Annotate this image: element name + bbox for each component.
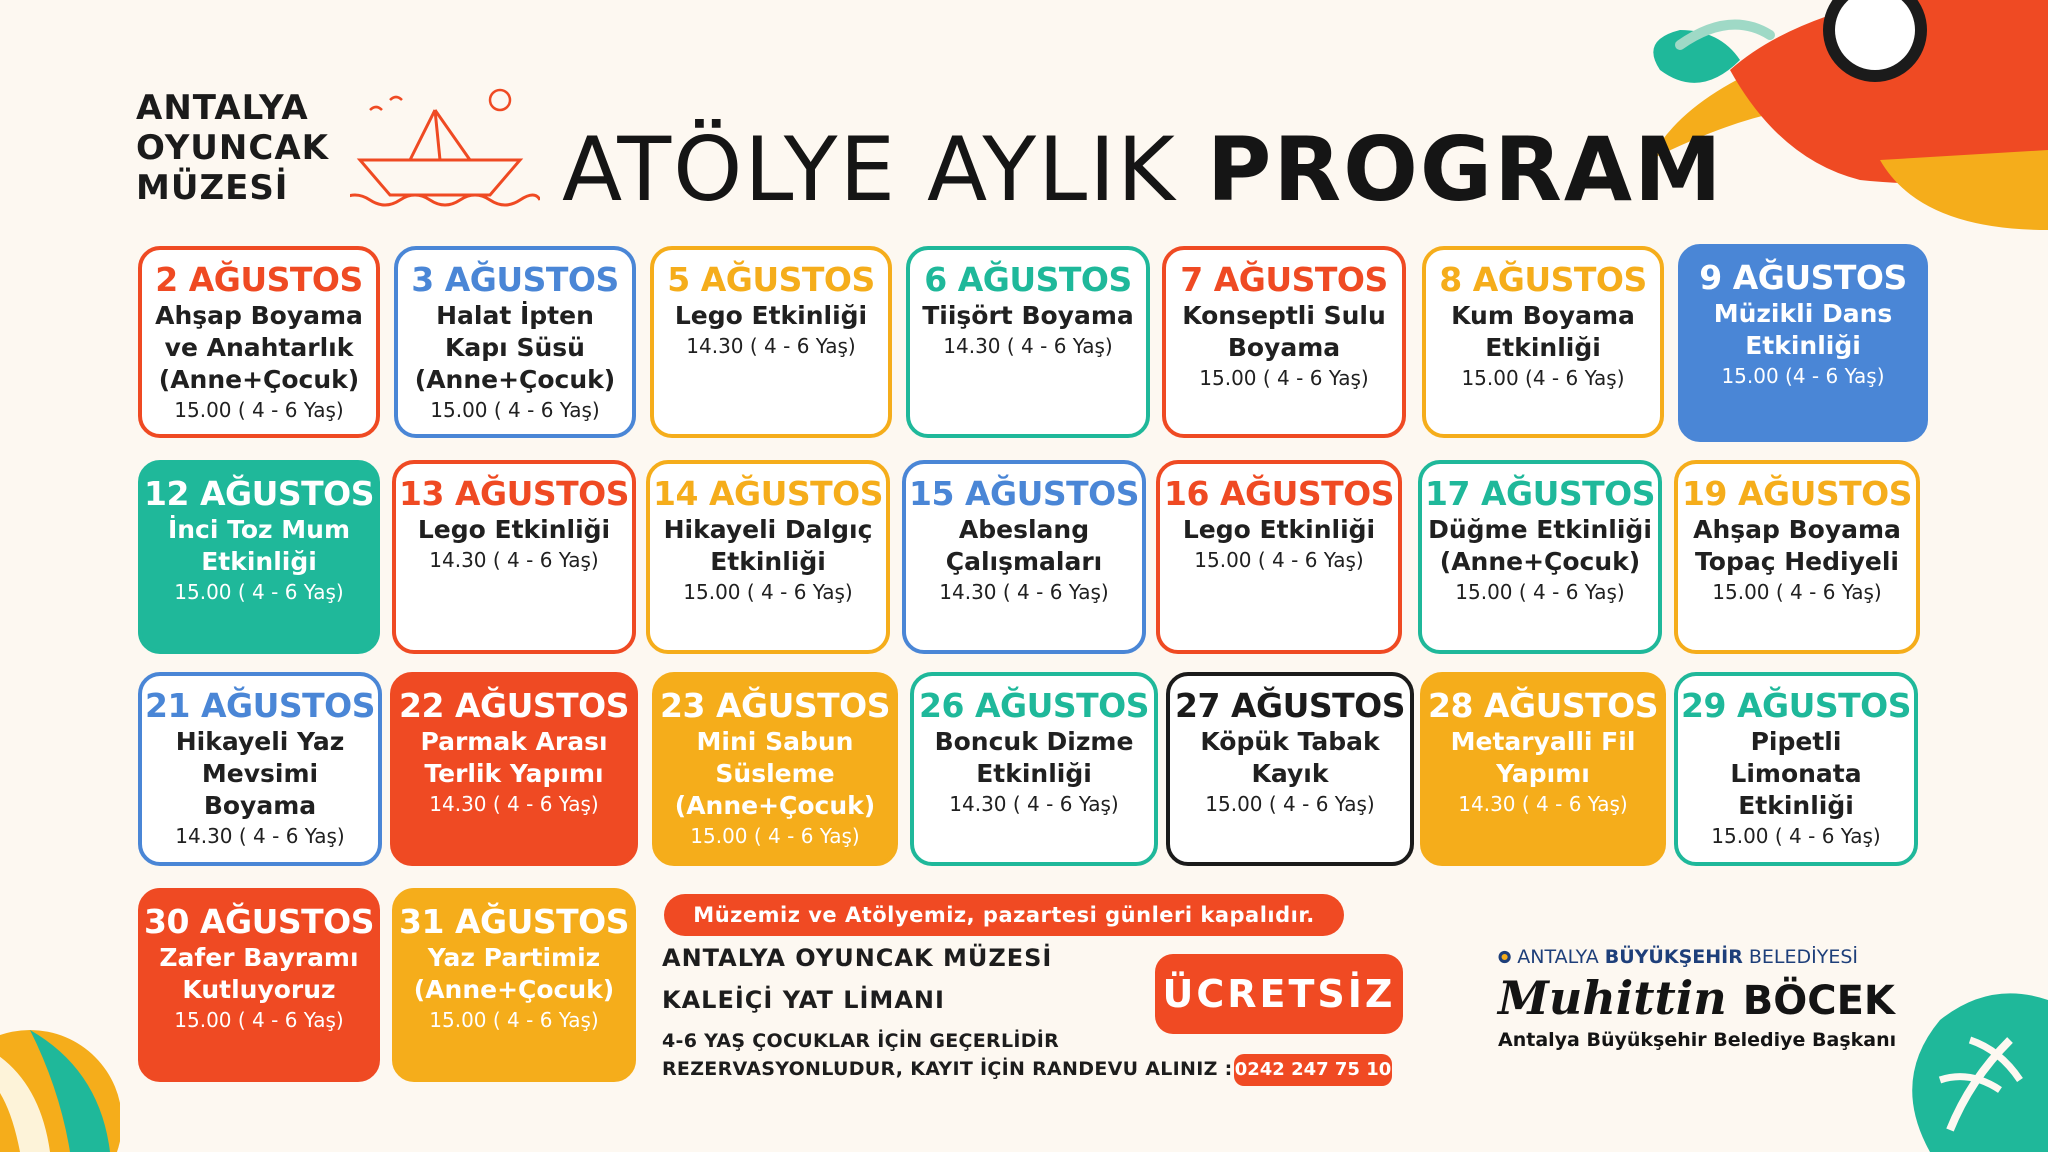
event-activity-line: Hikayeli Yaz [175,727,345,756]
event-date: 13 AĞUSTOS [399,474,629,513]
event-activity-line: Boyama [1227,333,1341,362]
event-activity-line: Kutluyoruz [182,975,336,1004]
museum-location: KALEİÇİ YAT LİMANI [662,986,945,1014]
event-card [138,672,382,866]
event-activity-line: Topaç Hediyeli [1695,547,1899,576]
event-card [394,246,636,438]
event-date: 7 AĞUSTOS [1180,260,1388,299]
event-card [1678,244,1928,442]
beach-ball-icon [0,1010,120,1152]
municipality-block [1498,944,1897,1051]
event-activity-line: Kayık [1251,759,1329,788]
event-time: 15.00 ( 4 - 6 Yaş) [430,398,600,422]
event-time: 15.00 ( 4 - 6 Yaş) [429,1008,599,1032]
event-card [652,672,898,866]
event-time: 15.00 ( 4 - 6 Yaş) [174,580,344,604]
event-date: 12 AĞUSTOS [144,474,374,513]
event-time: 15.00 ( 4 - 6 Yaş) [174,398,344,422]
event-activity-line: Tiişört Boyama [922,301,1134,330]
event-activity-line: Kum Boyama [1451,301,1635,330]
event-activity-line: Kapı Süsü [445,333,585,362]
museum-logo [136,88,329,208]
event-card [392,460,636,654]
event-activity-line: Konseptli Sulu [1182,301,1386,330]
event-card [910,672,1158,866]
event-time: 14.30 ( 4 - 6 Yaş) [1458,792,1628,816]
event-time: 15.00 (4 - 6 Yaş) [1721,364,1885,388]
reservation-note: REZERVASYONLUDUR, KAYIT İÇİN RANDEVU ALINIZ : [662,1058,1233,1080]
event-card [138,888,380,1082]
event-activity-line: Pipetli Limonata [1730,727,1862,788]
logo-line-3: MÜZESİ [136,168,289,208]
event-card [906,246,1150,438]
event-activity-line: Yaz Partimiz [427,943,601,972]
event-date: 3 AĞUSTOS [411,260,619,299]
mayor-name [1498,970,1895,1029]
event-date: 14 AĞUSTOS [653,474,883,513]
event-activity-line: Etkinliği [1485,333,1601,362]
event-date: 29 AĞUSTOS [1681,686,1911,725]
event-activity-line: Mini Sabun [696,727,854,756]
event-card [390,672,638,866]
event-activity-line: Hikayeli Dalgıç [663,515,873,544]
closed-notice: Müzemiz ve Atölyemiz, pazartesi günleri kapalıdır. [664,894,1344,936]
event-card [902,460,1146,654]
event-date: 9 AĞUSTOS [1699,258,1907,297]
event-activity-line: Etkinliği [201,547,317,576]
event-activity-line: Etkinliği [1738,791,1854,820]
municipality-city: ANTALYA [1517,946,1599,968]
event-time: 15.00 (4 - 6 Yaş) [1461,366,1625,390]
event-time: 14.30 ( 4 - 6 Yaş) [939,580,1109,604]
event-time: 14.30 ( 4 - 6 Yaş) [429,548,599,572]
event-time: 15.00 ( 4 - 6 Yaş) [683,580,853,604]
event-card [1422,246,1664,438]
monstera-leaf-icon [1890,980,2048,1152]
event-activity-line: Parmak Arası [420,727,608,756]
mayor-last-name: BÖCEK [1742,978,1895,1024]
event-date: 26 AĞUSTOS [919,686,1149,725]
age-note: 4-6 YAŞ ÇOCUKLAR İÇİN GEÇERLİDİR [662,1030,1060,1052]
event-date: 5 AĞUSTOS [667,260,875,299]
event-activity-line: (Anne+Çocuk) [158,365,360,394]
event-date: 23 AĞUSTOS [660,686,890,725]
event-time: 15.00 ( 4 - 6 Yaş) [1199,366,1369,390]
event-time: 14.30 ( 4 - 6 Yaş) [429,792,599,816]
municipality-word: BELEDİYESİ [1748,946,1858,968]
event-date: 2 AĞUSTOS [155,260,363,299]
free-badge: ÜCRETSİZ [1155,954,1403,1034]
event-card [1156,460,1402,654]
event-activity-line: Köpük Tabak [1200,727,1380,756]
event-card [650,246,892,438]
event-card [1674,460,1920,654]
mayor-first-name: Muhittin [1498,971,1727,1025]
event-time: 15.00 ( 4 - 6 Yaş) [690,824,860,848]
museum-name: ANTALYA OYUNCAK MÜZESİ [662,944,1053,972]
event-activity-line: Lego Etkinliği [1182,515,1376,544]
event-time: 15.00 ( 4 - 6 Yaş) [1455,580,1625,604]
event-time: 15.00 ( 4 - 6 Yaş) [174,1008,344,1032]
logo-line-2: OYUNCAK [136,128,329,168]
event-time: 14.30 ( 4 - 6 Yaş) [949,792,1119,816]
paper-boat-icon [350,80,540,210]
event-date: 31 AĞUSTOS [399,902,629,941]
event-activity-line: Zafer Bayramı [159,943,359,972]
municipality-header [1498,944,1858,970]
event-activity-line: Etkinliği [1745,331,1861,360]
event-activity-line: Düğme Etkinliği [1428,515,1652,544]
event-date: 6 AĞUSTOS [924,260,1132,299]
event-time: 15.00 ( 4 - 6 Yaş) [1711,824,1881,848]
event-time: 15.00 ( 4 - 6 Yaş) [1205,792,1375,816]
event-activity-line: (Anne+Çocuk) [674,791,876,820]
event-card [392,888,636,1082]
event-activity-line: Ahşap Boyama [1693,515,1901,544]
event-time: 14.30 ( 4 - 6 Yaş) [943,334,1113,358]
event-card [138,246,380,438]
event-activity-line: Mevsimi Boyama [201,759,319,820]
event-activity-line: (Anne+Çocuk) [414,365,616,394]
event-card [1162,246,1406,438]
event-activity-line: Çalışmaları [945,547,1103,576]
event-date: 30 AĞUSTOS [144,902,374,941]
event-activity-line: Müzikli Dans [1713,299,1893,328]
municipality-type: BÜYÜKŞEHİR [1604,946,1743,968]
event-time: 14.30 ( 4 - 6 Yaş) [175,824,345,848]
event-date: 21 AĞUSTOS [145,686,375,725]
event-time: 15.00 ( 4 - 6 Yaş) [1194,548,1364,572]
event-card [1420,672,1666,866]
event-activity-line: ve Anahtarlık [164,333,354,362]
event-card [1418,460,1662,654]
event-date: 15 AĞUSTOS [909,474,1139,513]
municipality-emblem-icon [1498,944,1511,970]
event-activity-line: Abeslang [958,515,1090,544]
event-activity-line: İnci Toz Mum [167,515,351,544]
event-activity-line: Etkinliği [976,759,1092,788]
event-date: 22 AĞUSTOS [399,686,629,725]
event-activity-line: Halat İpten [436,301,594,330]
page-title [562,120,1724,220]
event-activity-line: (Anne+Çocuk) [1439,547,1641,576]
event-card [1674,672,1918,866]
event-activity-line: Etkinliği [710,547,826,576]
event-activity-line: Ahşap Boyama [155,301,363,330]
event-date: 28 AĞUSTOS [1428,686,1658,725]
event-date: 16 AĞUSTOS [1164,474,1394,513]
title-light: ATÖLYE AYLIK [562,118,1177,221]
event-activity-line: Terlik Yapımı [424,759,604,788]
event-card [1166,672,1414,866]
event-date: 8 AĞUSTOS [1439,260,1647,299]
event-activity-line: Süsleme [715,759,835,788]
event-card [646,460,890,654]
title-bold: PROGRAM [1206,118,1724,221]
event-date: 27 AĞUSTOS [1175,686,1405,725]
event-time: 14.30 ( 4 - 6 Yaş) [686,334,856,358]
event-card [138,460,380,654]
event-activity-line: Lego Etkinliği [674,301,868,330]
event-activity-line: Yapımı [1496,759,1590,788]
mayor-title: Antalya Büyükşehir Belediye Başkanı [1498,1029,1897,1051]
phone-badge[interactable]: 0242 247 75 10 [1234,1054,1392,1086]
logo-line-1: ANTALYA [136,88,309,128]
event-date: 19 AĞUSTOS [1682,474,1912,513]
event-activity-line: Boncuk Dizme [934,727,1134,756]
event-time: 15.00 ( 4 - 6 Yaş) [1712,580,1882,604]
event-date: 17 AĞUSTOS [1425,474,1655,513]
event-activity-line: Metaryalli Fil [1450,727,1636,756]
event-activity-line: Lego Etkinliği [417,515,611,544]
event-activity-line: (Anne+Çocuk) [413,975,615,1004]
